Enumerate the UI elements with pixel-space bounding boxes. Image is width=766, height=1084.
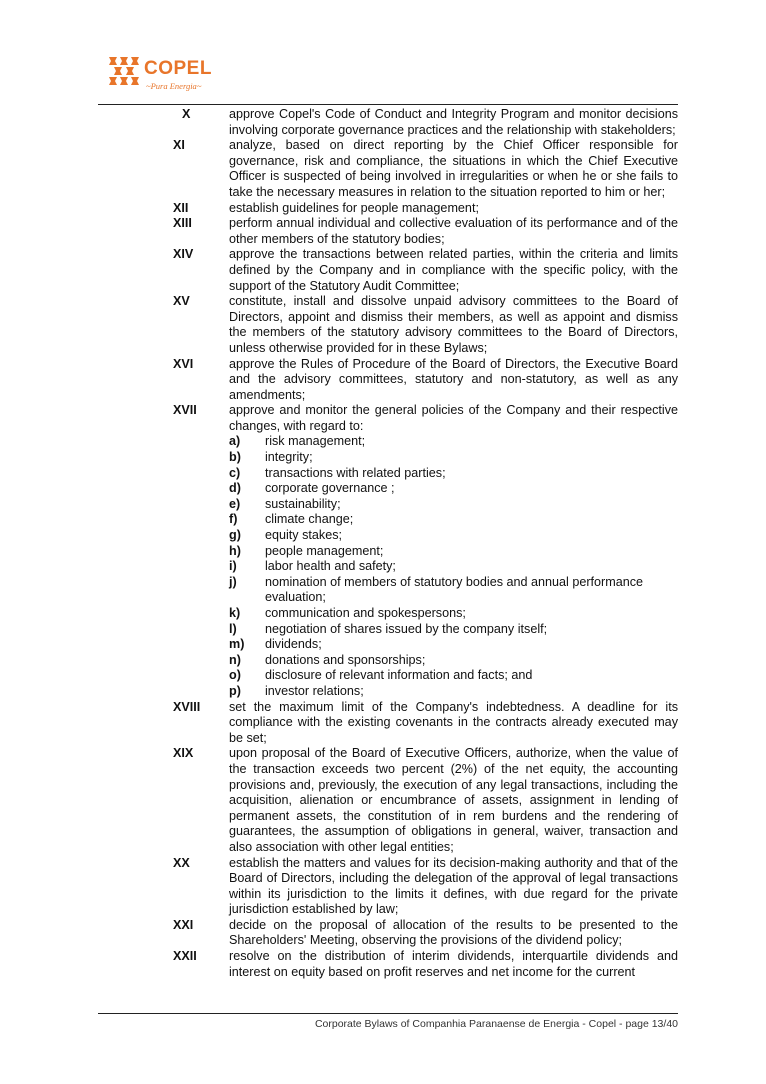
subitem-text: dividends; [265,637,322,652]
policy-subitem [229,653,678,669]
clause-item [98,856,678,918]
copel-logo-icon [108,56,140,86]
logo-name: COPEL [144,58,212,79]
clause-item [98,201,678,217]
policy-subitem [229,466,678,482]
policy-subitem [229,684,678,700]
clause-item [98,918,678,949]
policy-subitem [229,497,678,513]
subitem-letter: m) [229,637,245,652]
subitem-letter: a) [229,434,241,449]
subitem-letter: n) [229,652,241,667]
clause-list [98,107,678,434]
policy-subitem [229,450,678,466]
subitem-letter: i) [229,559,237,574]
policy-subitem [229,544,678,560]
subitem-text: corporate governance ; [265,481,395,496]
clause-number: XVIII [173,699,201,714]
clause-text: perform annual individual and collective evaluation of its performance and of the other members of the statutory bodies; [229,216,678,246]
policy-subitem [229,481,678,497]
clause-item [98,746,678,855]
subitem-letter: o) [229,668,241,683]
footer-divider [98,1013,678,1014]
subitem-letter: j) [229,574,237,589]
subitem-text: communication and spokespersons; [265,606,466,620]
policy-subitem [229,434,678,450]
clause-number: XII [173,200,189,215]
clause-text: approve the transactions between related parties, within the criteria and limits defined by the Company and in compliance with the specific policy, with the support of the Statutory Audit Committee; [229,247,678,293]
subitem-letter: k) [229,606,241,620]
clause-item [98,403,678,434]
bylaws-article-body [98,107,678,980]
policy-sublist [229,434,678,699]
subitem-text: sustainability; [265,496,341,511]
clause-text: approve the Rules of Procedure of the Board of Directors, the Executive Board and the advisory committees, statutory and non-statutory, as well as any amendments; [229,356,678,402]
policy-subitem [229,622,678,638]
clause-number: XIX [173,746,194,761]
clause-number: XVII [173,403,197,418]
clause-text: upon proposal of the Board of Executive Officers, authorize, when the value of the transaction exceeds two percent (2%) of the net equity, the accounting provisions and, previously, the execution of any legal transactions, including the acquisition, alienation or encumbrance of assets, assignment in lending of permanent assets, the constitution of in rem burdens and the rendering of guarantees, the assumption of obligations in general, waiver, transaction and also association with other legal entities; [229,746,678,854]
subitem-text: integrity; [265,450,313,465]
clause-list-continued [98,700,678,981]
clause-number: XI [173,138,185,153]
clause-number: XXI [173,917,194,932]
subitem-letter: e) [229,496,241,511]
clause-text: decide on the proposal of allocation of the results to be presented to the Shareholders' Meeting, observing the provisions of the dividend policy; [229,917,678,948]
policy-subitem [229,512,678,528]
clause-item [98,138,678,200]
subitem-text: transactions with related parties; [265,465,446,480]
subitem-letter: h) [229,543,241,558]
header-divider [98,104,678,105]
clause-item [98,949,678,980]
policy-subitem [229,637,678,653]
clause-text: resolve on the distribution of interim dividends, interquartile dividends and interest on equity based on profit reserves and net income for the current [229,949,678,979]
clause-number: XIV [173,247,194,262]
clause-text: approve and monitor the general policies of the Company and their respective changes, with regard to: [229,403,678,433]
clause-number: X [182,107,191,121]
clause-text: approve Copel's Code of Conduct and Integrity Program and monitor decisions involving corporate governance practices and the relationship with stakeholders; [229,107,678,137]
policy-subitem [229,575,678,606]
subitem-letter: c) [229,465,241,480]
subitem-letter: p) [229,683,241,698]
clause-number: XXII [173,949,197,964]
subitem-text: labor health and safety; [265,559,396,574]
subitem-text: risk management; [265,434,366,449]
clause-item [98,294,678,356]
clause-number: XV [173,294,190,309]
subitem-letter: g) [229,528,241,543]
company-logo [108,54,218,94]
clause-item [98,216,678,247]
subitem-text: equity stakes; [265,528,343,543]
subitem-text: negotiation of shares issued by the company itself; [265,621,548,636]
subitem-text: climate change; [265,512,354,527]
clause-item [98,700,678,747]
policy-subitem [229,606,678,622]
clause-number: XIII [173,216,192,231]
page-footer: Corporate Bylaws of Companhia Paranaense de Energia - Copel - page 13/40 [314,1018,678,1030]
clause-item [98,247,678,294]
clause-text: analyze, based on direct reporting by the Chief Officer responsible for governance, risk and compliance, the situations in which the Chief Executive Officer is suspected of being involved in irregularities or when he or she fails to take the necessary measures in relation to the situation reported to him or her; [229,138,678,199]
subitem-letter: b) [229,450,241,465]
subitem-letter: d) [229,481,241,496]
clause-item [98,357,678,404]
subitem-letter: f) [229,512,238,527]
subitem-text: investor relations; [265,683,364,698]
clause-text: constitute, install and dissolve unpaid advisory committees to the Board of Directors, appoint and dismiss their members, as well as appoint and dismiss the members of the statutory advisory committees to the Board of Directors, unless otherwise provided for in these Bylaws; [229,294,678,355]
clause-text: set the maximum limit of the Company's indebtedness. A deadline for its compliance with the existing covenants in the contracts already executed may be set; [229,699,678,745]
subitem-text: donations and sponsorships; [265,652,426,667]
clause-number: XVI [173,356,194,371]
clause-number: XX [173,855,190,870]
clause-text: establish the matters and values for its decision-making authority and that of the Board of Directors, including the delegation of the approval of legal transactions within its jurisdiction to the limits it defines, with due regard for the private jurisdiction established by law; [229,855,678,917]
policy-subitem [229,668,678,684]
policy-subitem [229,528,678,544]
subitem-letter: l) [229,621,237,636]
subitem-text: people management; [265,543,384,558]
logo-tagline: ~Pura Energia~ [146,81,202,91]
policy-subitem [229,559,678,575]
clause-item [98,107,678,138]
subitem-text: nomination of members of statutory bodies and annual performance evaluation; [265,574,644,605]
clause-text: establish guidelines for people management; [229,200,479,215]
subitem-text: disclosure of relevant information and facts; and [265,668,533,683]
